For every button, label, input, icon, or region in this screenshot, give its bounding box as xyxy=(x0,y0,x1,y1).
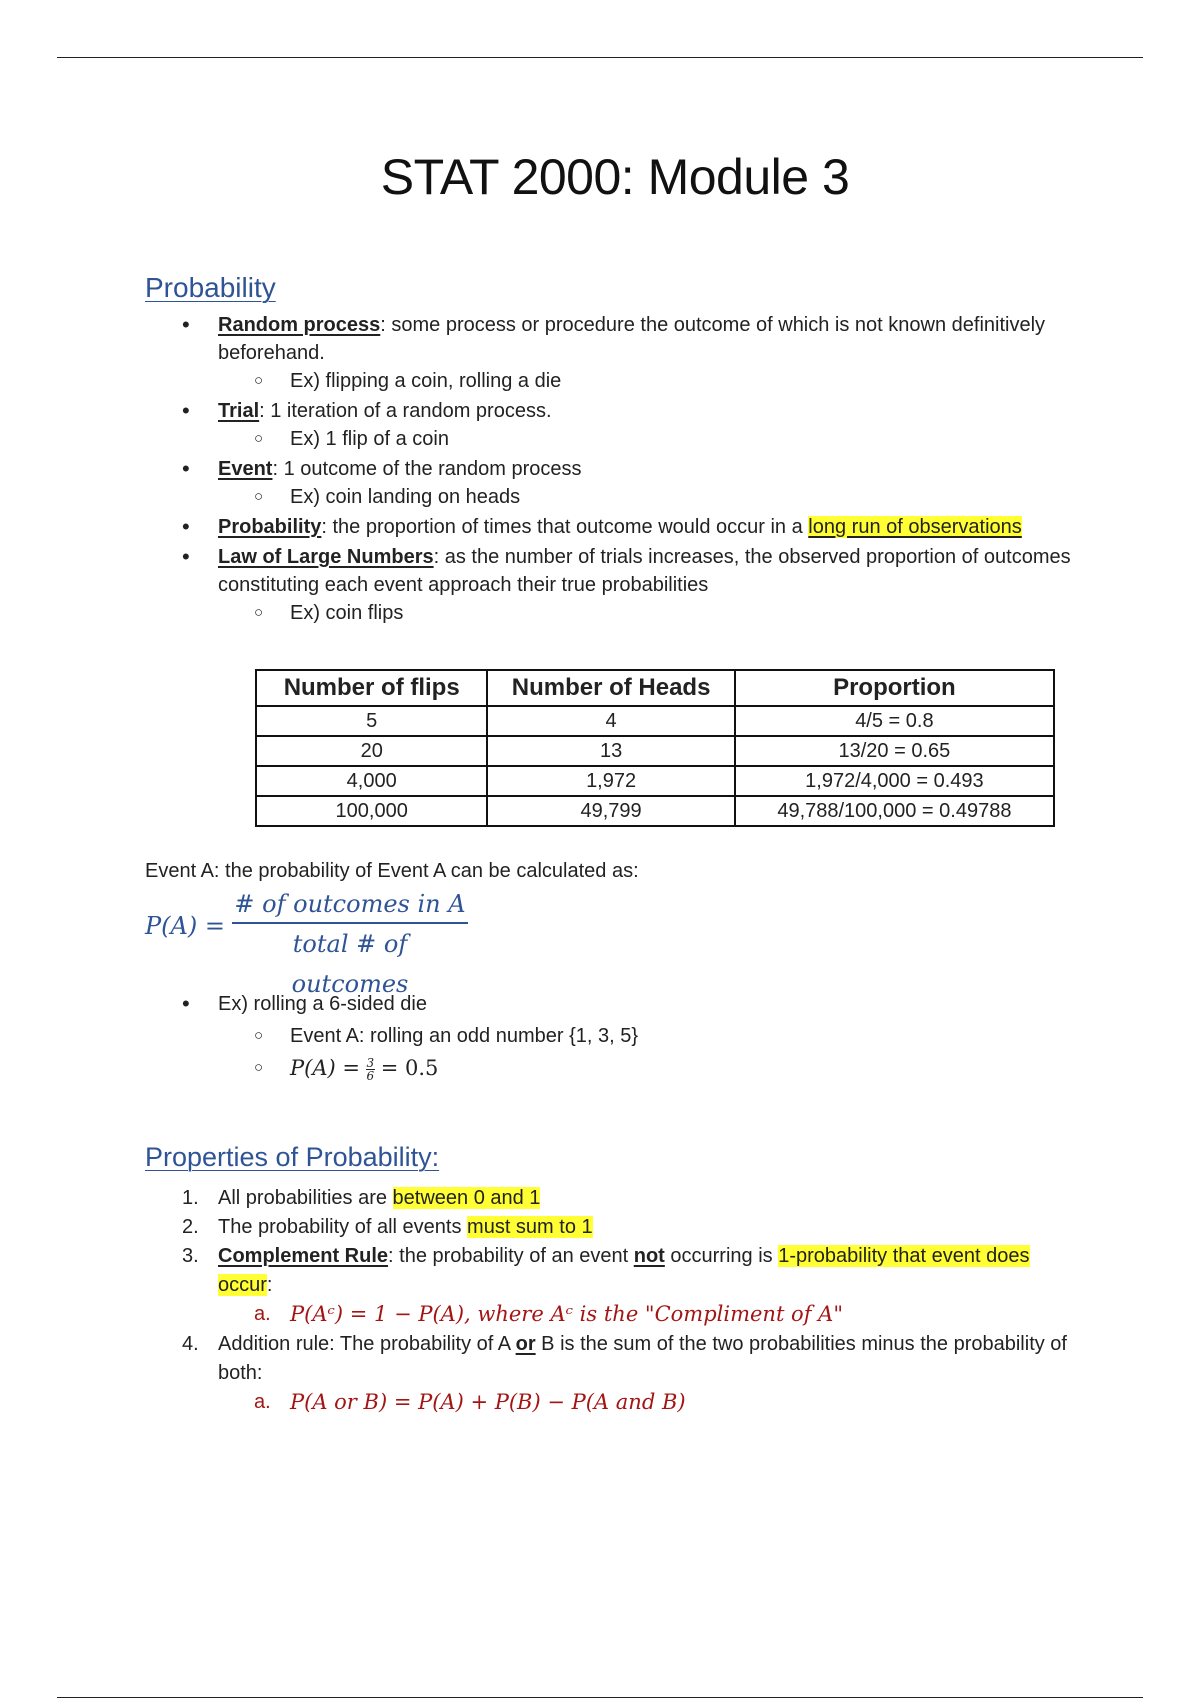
table-row xyxy=(256,766,1054,796)
term: Random process xyxy=(218,314,381,336)
emphasis-text: not xyxy=(633,1245,665,1267)
item-number: 2. xyxy=(182,1216,199,1238)
item-number: a. xyxy=(254,1303,271,1325)
list-item xyxy=(145,543,1085,599)
example-text: Event A: rolling an odd number {1, 3, 5} xyxy=(290,1025,639,1047)
table-cell: 4 xyxy=(487,706,734,736)
table-cell: 5 xyxy=(256,706,487,736)
formula-lhs: P(A) = xyxy=(145,912,225,940)
formula-numerator: # of outcomes in A xyxy=(232,888,468,924)
sub-list-item xyxy=(145,367,1085,395)
example-text: Ex) 1 flip of a coin xyxy=(290,428,449,450)
die-example xyxy=(145,988,1085,1085)
section-heading-probability: Probability xyxy=(145,272,276,303)
sub-numbered-item xyxy=(145,1388,1085,1418)
definition: : 1 iteration of a random process. xyxy=(259,400,552,422)
item-text: All probabilities are xyxy=(218,1187,393,1209)
equation-fraction xyxy=(366,1057,376,1082)
column-header: Proportion xyxy=(735,670,1054,706)
formula-denominator: total # of outcomes xyxy=(291,930,409,998)
table-row xyxy=(256,796,1054,826)
sub-numbered-item xyxy=(145,1300,1085,1330)
term: Probability xyxy=(218,516,322,538)
example-text: Ex) coin flips xyxy=(290,602,404,624)
highlighted-text: long run of observations xyxy=(808,516,1022,538)
example-text: Ex) coin landing on heads xyxy=(290,486,521,508)
table-cell: 4,000 xyxy=(256,766,487,796)
circle-bullet-icon: ○ xyxy=(254,604,264,621)
term: Complement Rule xyxy=(218,1245,389,1267)
table-cell: 1,972/4,000 = 0.493 xyxy=(735,766,1054,796)
equation-lhs: P(A) = xyxy=(290,1056,360,1080)
bullet-icon: • xyxy=(182,514,190,539)
table-cell: 13/20 = 0.65 xyxy=(735,736,1054,766)
emphasis-text: or xyxy=(515,1333,536,1355)
item-text: B is the sum of the two probabilities minus the probability of both: xyxy=(218,1333,1067,1384)
bullet-icon: • xyxy=(182,991,190,1016)
circle-bullet-icon: ○ xyxy=(254,1059,264,1076)
term: Event xyxy=(218,458,273,480)
table-cell: 100,000 xyxy=(256,796,487,826)
item-text: The probability of all events xyxy=(218,1216,468,1238)
bullet-icon: • xyxy=(182,456,190,481)
table-cell: 13 xyxy=(487,736,734,766)
example-text: Ex) flipping a coin, rolling a die xyxy=(290,370,562,392)
highlighted-text: between 0 and 1 xyxy=(392,1187,541,1209)
table-row xyxy=(256,706,1054,736)
item-text: : xyxy=(266,1274,273,1296)
circle-bullet-icon: ○ xyxy=(254,1027,264,1044)
item-number: 3. xyxy=(182,1245,199,1267)
definition: : 1 outcome of the random process xyxy=(272,458,582,480)
page-title: STAT 2000: Module 3 xyxy=(380,149,850,205)
table-cell: 4/5 = 0.8 xyxy=(735,706,1054,736)
list-item xyxy=(145,988,1085,1020)
complement-equation: P(Aᶜ) = 1 − P(A), where Aᶜ is the "Compliment of A" xyxy=(290,1302,843,1326)
circle-bullet-icon: ○ xyxy=(254,488,264,505)
section-heading-properties: Properties of Probability: xyxy=(145,1142,440,1172)
sub-list-item xyxy=(145,483,1085,511)
sub-list-item xyxy=(145,1020,1085,1052)
properties-list xyxy=(145,1184,1085,1418)
circle-bullet-icon: ○ xyxy=(254,372,264,389)
numbered-item xyxy=(145,1330,1085,1388)
fraction-numerator: 3 xyxy=(366,1056,375,1071)
item-text: Addition rule: The probability of A xyxy=(218,1333,516,1355)
table-cell: 49,799 xyxy=(487,796,734,826)
column-header: Number of Heads xyxy=(487,670,734,706)
bullet-icon: • xyxy=(182,398,190,423)
term: Trial xyxy=(218,400,260,422)
highlighted-text: must sum to 1 xyxy=(467,1216,593,1238)
term: Law of Large Numbers xyxy=(218,546,434,568)
numbered-item xyxy=(145,1184,1085,1213)
item-number: a. xyxy=(254,1391,271,1413)
definition: : as the number of trials increases, the observed proportion of outcomes constituting each event approach their true probabilities xyxy=(218,546,1071,596)
formula-fraction xyxy=(232,888,468,998)
item-number: 4. xyxy=(182,1333,199,1355)
sub-list-item xyxy=(145,1052,1085,1085)
item-number: 1. xyxy=(182,1187,199,1209)
sub-list-item xyxy=(145,425,1085,453)
bottom-rule xyxy=(57,1697,1143,1698)
example-text: Ex) rolling a 6-sided die xyxy=(218,993,427,1015)
bullet-icon: • xyxy=(182,312,190,337)
definition: : some process or procedure the outcome of which is not known definitively beforehand. xyxy=(218,314,1046,364)
list-item xyxy=(145,513,1085,541)
table-cell: 20 xyxy=(256,736,487,766)
column-header: Number of flips xyxy=(256,670,487,706)
bullet-icon: • xyxy=(182,544,190,569)
highlighted-text: 1-probability that event does occur xyxy=(218,1245,1030,1296)
table-cell: 49,788/100,000 = 0.49788 xyxy=(735,796,1054,826)
definition-list xyxy=(145,311,1085,627)
circle-bullet-icon: ○ xyxy=(254,430,264,447)
definition: : the proportion of times that outcome would occur in a xyxy=(321,516,809,538)
item-text: occurring is xyxy=(664,1245,779,1267)
numbered-item xyxy=(145,1213,1085,1242)
item-text: : the probability of an event xyxy=(388,1245,634,1267)
coin-flips-table xyxy=(255,669,1055,827)
fraction-denominator: 6 xyxy=(366,1069,375,1084)
table-header-row xyxy=(256,670,1054,706)
list-item xyxy=(145,397,1085,425)
event-a-text: Event A: the probability of Event A can be calculated as: xyxy=(145,860,639,882)
list-item xyxy=(145,455,1085,483)
equation-rhs: = 0.5 xyxy=(380,1056,439,1080)
addition-equation: P(A or B) = P(A) + P(B) − P(A and B) xyxy=(290,1390,686,1414)
numbered-item xyxy=(145,1242,1085,1300)
table-cell: 1,972 xyxy=(487,766,734,796)
table-row xyxy=(256,736,1054,766)
top-rule xyxy=(57,57,1143,58)
sub-list-item xyxy=(145,599,1085,627)
list-item xyxy=(145,311,1085,367)
